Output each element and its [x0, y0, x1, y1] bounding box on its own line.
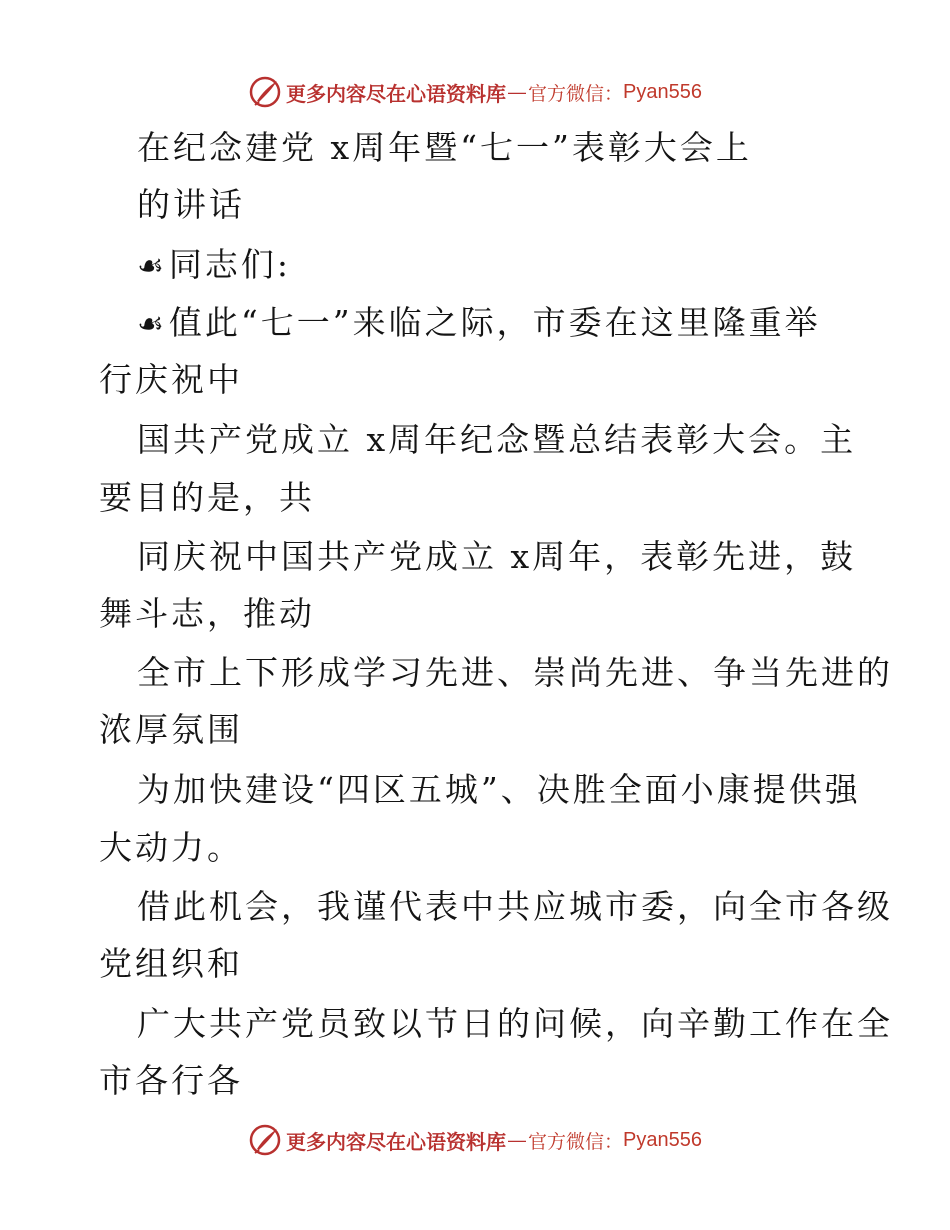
paragraph-line-6: 舞斗志，推动	[99, 594, 315, 633]
banner-wechat-handle: Pyan556	[623, 1128, 702, 1151]
banner-wechat-label: 官方微信：	[528, 1130, 624, 1153]
paragraph-line-10: 大动力。	[99, 828, 243, 867]
document-title-line-1: 在纪念建党 x周年暨“七一”表彰大会上	[137, 128, 752, 167]
banner-dash: —	[508, 81, 526, 102]
paragraph-line-11: 借此机会，我谨代表中共应城市委，向全市各级	[137, 887, 893, 926]
paragraph-line-3: 国共产党成立 x周年纪念暨总结表彰大会。主	[137, 420, 857, 459]
banner-dash: —	[508, 1129, 526, 1150]
banner-brand-text: 更多内容尽在心语资料库	[286, 1129, 506, 1154]
paragraph-line-9: 为加快建设“四区五城”、决胜全面小康提供强	[137, 770, 861, 809]
paragraph-line-12: 党组织和	[99, 944, 243, 983]
fleuron-icon: ☙	[137, 249, 167, 284]
banner-wechat-handle: Pyan556	[623, 80, 702, 103]
salutation-text: 同志们:	[168, 245, 292, 284]
paragraph-line-4: 要目的是，共	[99, 478, 315, 517]
document-title-line-2: 的讲话	[137, 185, 245, 224]
paragraph-line-8: 浓厚氛围	[99, 710, 243, 749]
paragraph-line-7: 全市上下形成学习先进、崇尚先进、争当先进的	[137, 653, 893, 692]
banner-wechat-label: 官方微信：	[528, 82, 624, 105]
paragraph-line-14: 市各行各	[99, 1061, 243, 1100]
paragraph-line-1	[137, 303, 821, 345]
paragraph-line-5: 同庆祝中国共产党成立 x周年，表彰先进，鼓	[137, 537, 857, 576]
salutation-line	[137, 245, 291, 287]
paragraph-text: 值此“七一”来临之际，市委在这里隆重举	[168, 303, 821, 342]
paragraph-line-13: 广大共产党员致以节日的问候，向辛勤工作在全	[137, 1004, 893, 1043]
banner-brand-text: 更多内容尽在心语资料库	[286, 81, 506, 106]
fleuron-icon: ☙	[137, 307, 167, 342]
footer-banner	[0, 1120, 950, 1160]
quill-logo-icon	[248, 1123, 282, 1157]
paragraph-line-2: 行庆祝中	[99, 360, 243, 399]
